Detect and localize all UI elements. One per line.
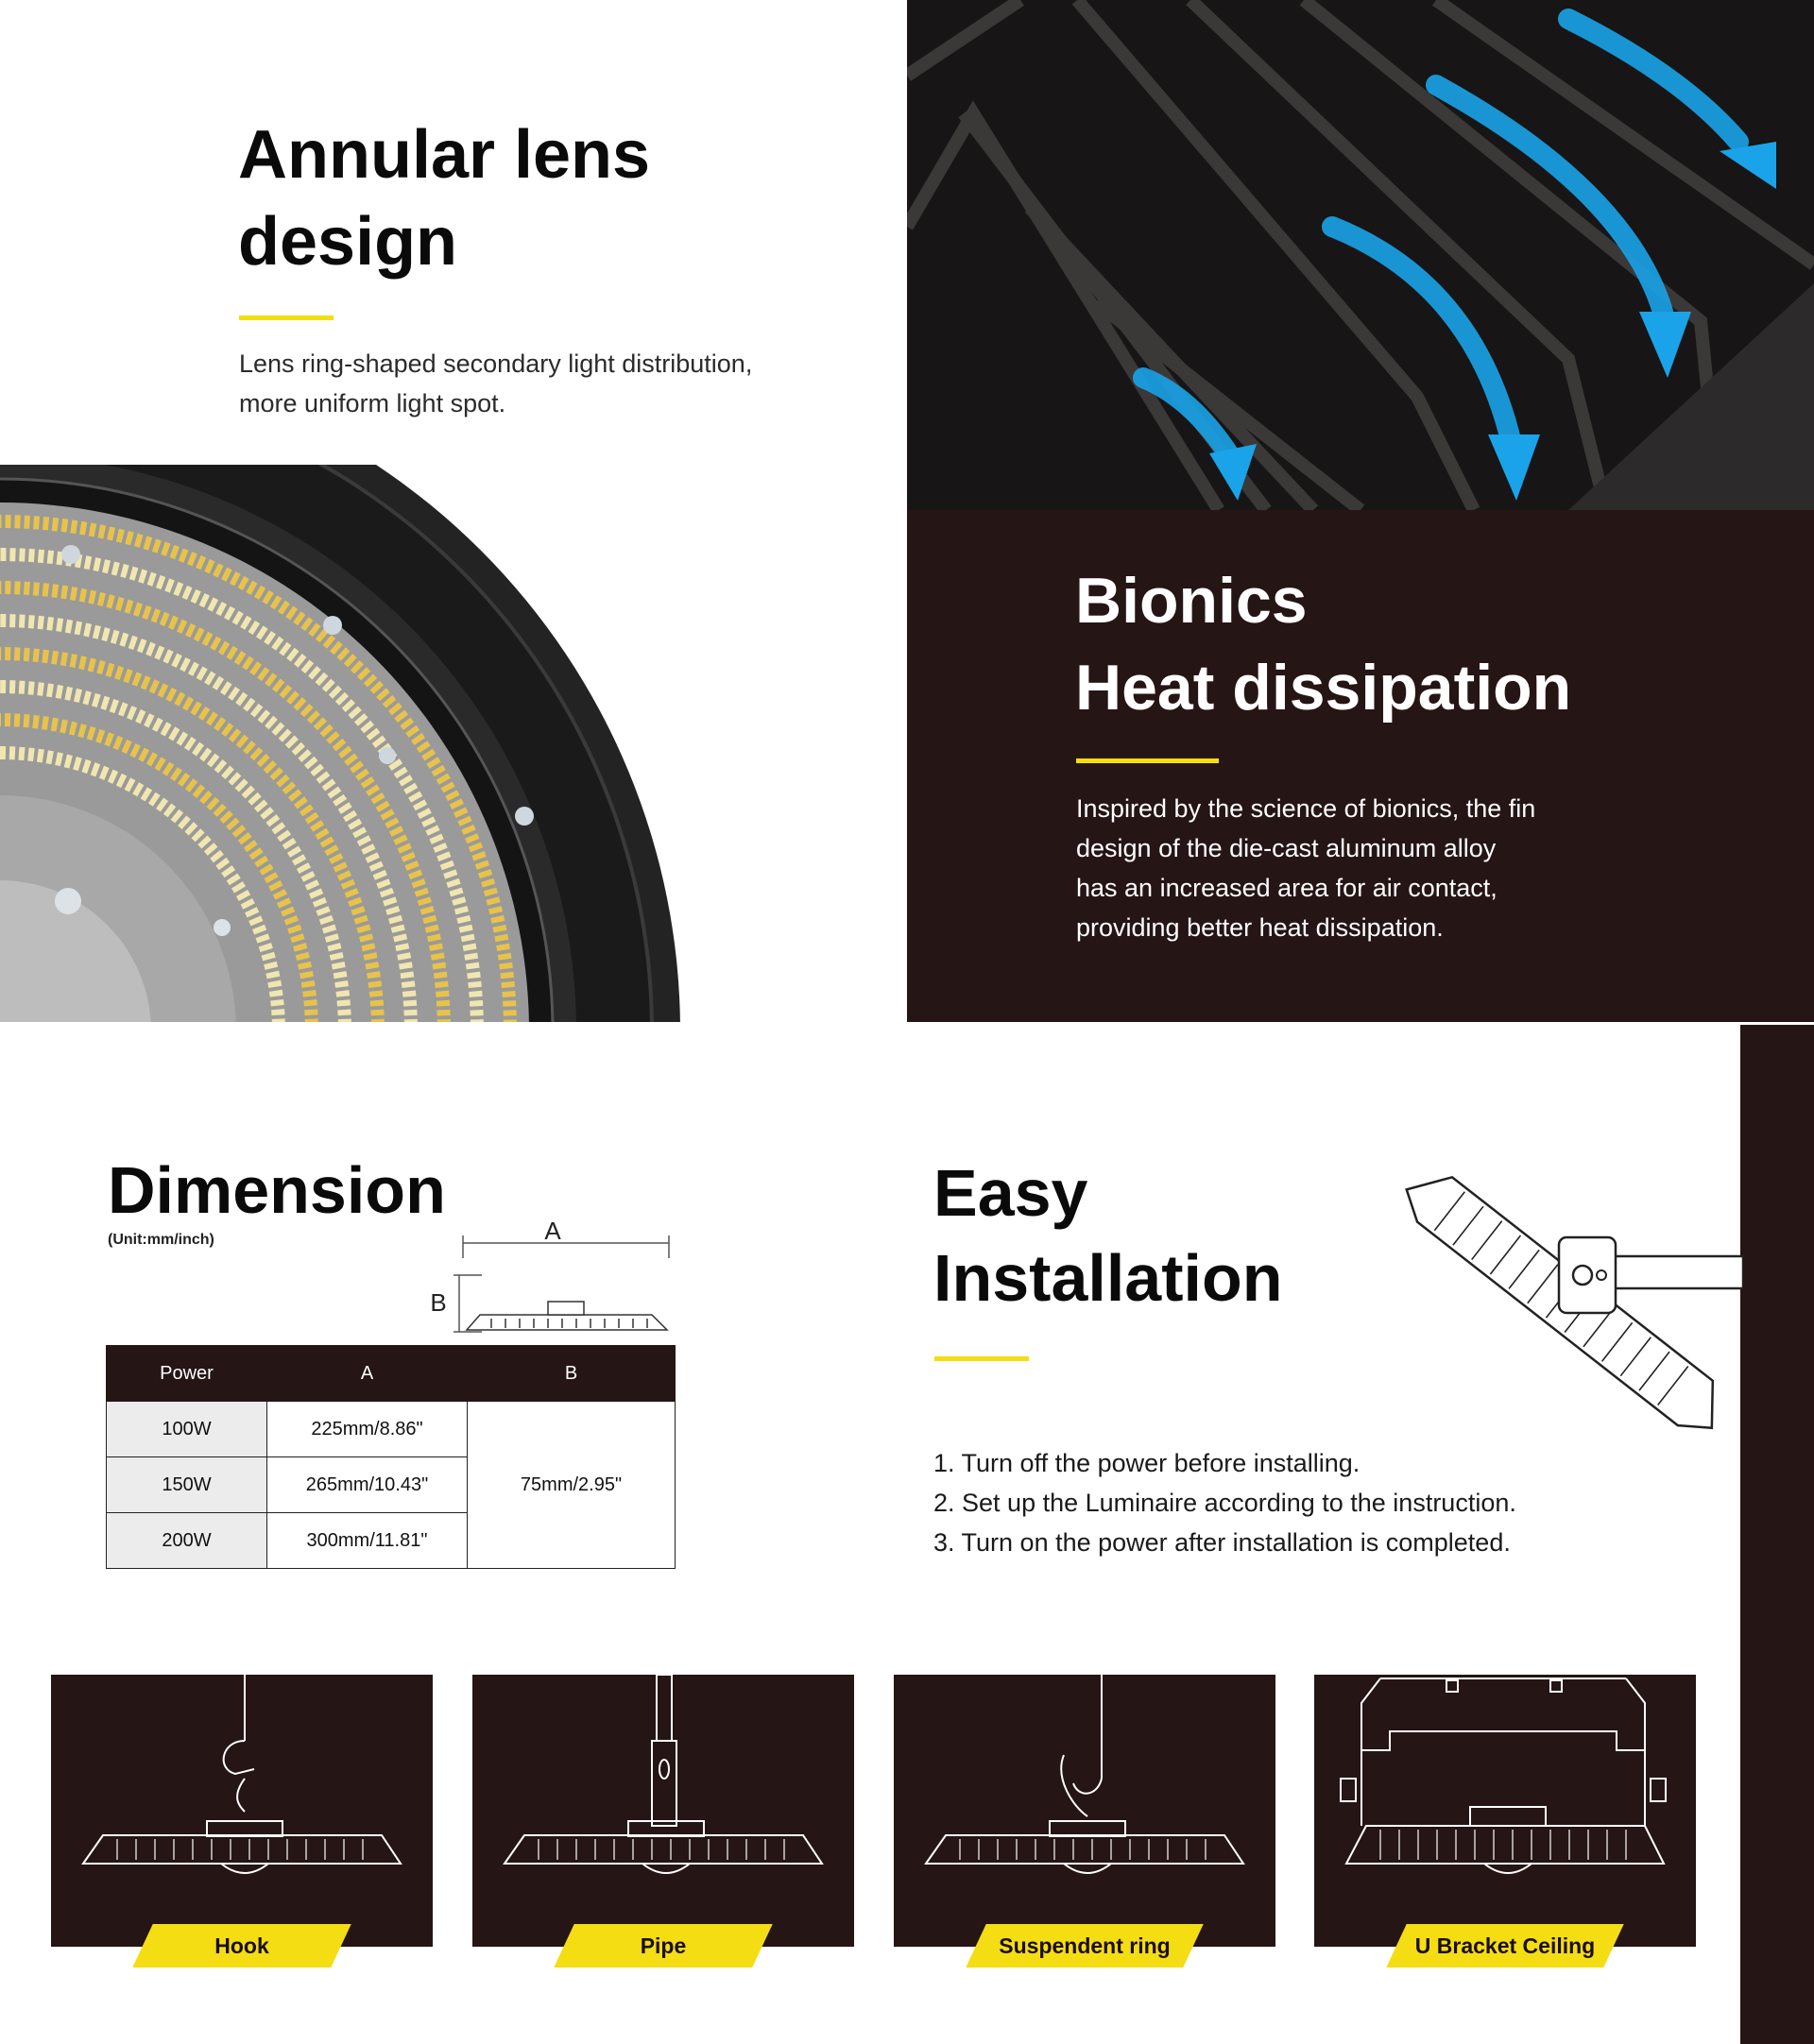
dimension-unit: (Unit:mm/inch) bbox=[108, 1232, 214, 1248]
mount-label: Suspendent ring bbox=[999, 1933, 1171, 1958]
cell-a: 300mm/11.81" bbox=[267, 1513, 468, 1569]
pipe-mount-icon bbox=[472, 1665, 854, 1947]
ring-mount-icon bbox=[894, 1665, 1275, 1947]
cell-a: 225mm/8.86" bbox=[267, 1402, 468, 1457]
bionics-accent-line bbox=[1076, 758, 1219, 763]
mount-card-hook bbox=[51, 1675, 433, 1958]
mount-label-tag bbox=[976, 1924, 1193, 1967]
lamp-side-view-icon bbox=[467, 1302, 667, 1330]
dimension-label-a: A bbox=[544, 1220, 561, 1245]
installation-title: Easy Installation bbox=[933, 1156, 1283, 1315]
dimension-table bbox=[106, 1345, 676, 1569]
header-a: A bbox=[267, 1346, 468, 1402]
led-lamp-photo bbox=[0, 465, 680, 1022]
table-header-row bbox=[107, 1346, 676, 1402]
lens-accent-line bbox=[239, 315, 334, 320]
mount-card-u-bracket-ceiling bbox=[1314, 1675, 1696, 1958]
right-decorative-strip bbox=[1740, 1025, 1814, 2044]
tilted-lamp-drawing bbox=[1342, 1143, 1743, 1521]
cell-power: 100W bbox=[107, 1402, 267, 1457]
installation-step: 1. Turn off the power before installing. bbox=[933, 1449, 1360, 1477]
mount-label-tag bbox=[564, 1924, 762, 1967]
mount-card-suspendent-ring bbox=[894, 1675, 1275, 1958]
header-power: Power bbox=[107, 1346, 267, 1402]
header-b: B bbox=[468, 1346, 676, 1402]
dimension-drawing bbox=[425, 1220, 680, 1334]
mount-label: Pipe bbox=[640, 1933, 687, 1958]
installation-step: 3. Turn on the power after installation is completed. bbox=[933, 1528, 1511, 1557]
cell-b: 75mm/2.95" bbox=[468, 1402, 676, 1569]
u-bracket-mount-icon bbox=[1314, 1665, 1696, 1947]
mount-label: Hook bbox=[214, 1933, 269, 1958]
mount-card-pipe bbox=[472, 1675, 854, 1958]
cell-a: 265mm/10.43" bbox=[267, 1457, 468, 1513]
mount-label: U Bracket Ceiling bbox=[1414, 1933, 1596, 1958]
dimension-title: Dimension bbox=[108, 1153, 446, 1227]
dimension-label-b: B bbox=[430, 1288, 447, 1317]
hook-mount-icon bbox=[51, 1665, 433, 1947]
bionics-description: Inspired by the science of bionics, the fin design of the die-cast aluminum alloy has an increased area for air contact, providing better heat dissipation. bbox=[1076, 794, 1536, 942]
cell-power: 200W bbox=[107, 1513, 267, 1569]
bionics-title: Bionics Heat dissipation bbox=[1075, 565, 1572, 724]
table-row bbox=[107, 1402, 676, 1457]
cell-power: 150W bbox=[107, 1457, 267, 1513]
lens-description: Lens ring-shaped secondary light distribution, more uniform light spot. bbox=[239, 349, 753, 417]
installation-accent-line bbox=[934, 1356, 1029, 1361]
installation-step: 2. Set up the Luminaire according to the instruction. bbox=[933, 1489, 1516, 1517]
mount-label-tag bbox=[143, 1924, 341, 1967]
lens-title: Annular lens design bbox=[238, 117, 651, 280]
heat-sink-fins-photo bbox=[907, 0, 1814, 510]
mount-label-tag bbox=[1396, 1924, 1614, 1967]
